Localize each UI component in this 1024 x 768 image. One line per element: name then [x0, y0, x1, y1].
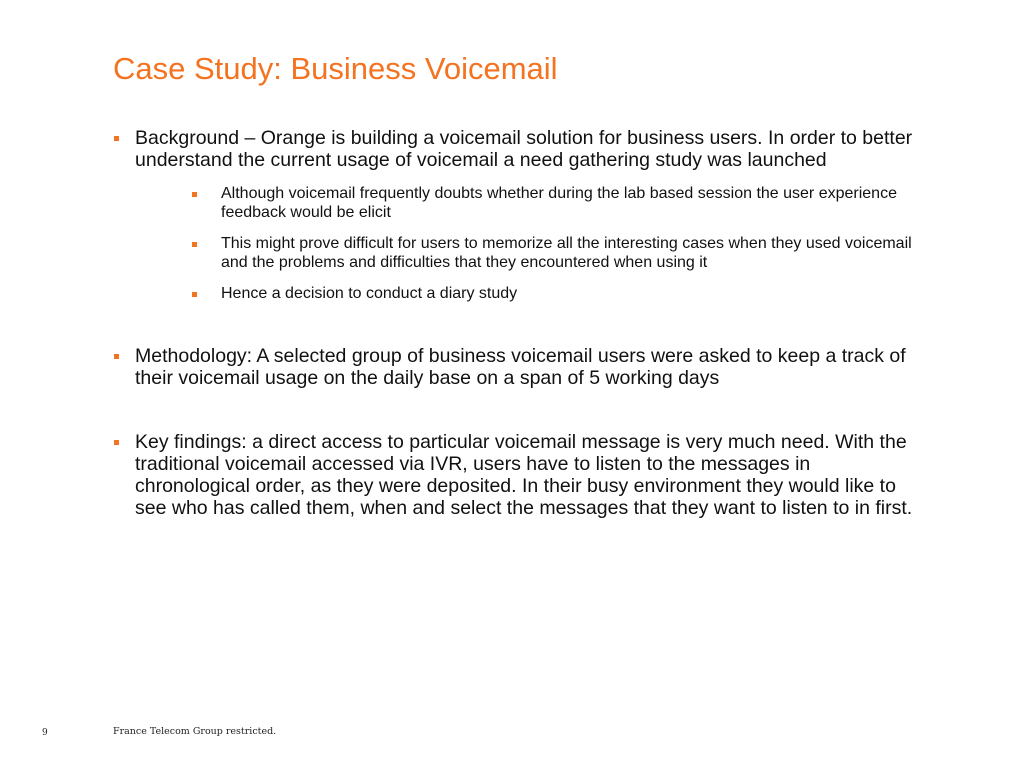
sub-bullet-list [135, 184, 913, 303]
bullet-text: Background – Orange is building a voicemail solution for business users. In order to better understand the current usage of voicemail a need gathering study was launched [135, 127, 913, 171]
sub-bullet [135, 284, 913, 303]
square-bullet-icon [192, 242, 197, 247]
bullet-list [113, 127, 913, 519]
square-bullet-icon [114, 354, 119, 359]
square-bullet-icon [192, 292, 197, 297]
sub-bullet [135, 234, 913, 272]
bullet-text: Key findings: a direct access to particular voicemail message is very much need. With the traditional voicemail accessed via IVR, users have to listen to the messages in chronological order, as they were deposited. In their busy environment they would like to see who has called them, when and select the messages that they want to listen to in first. [135, 431, 913, 519]
footer-text: France Telecom Group restricted. [113, 726, 277, 737]
square-bullet-icon [192, 192, 197, 197]
bullet-background [113, 127, 913, 303]
sub-bullet [135, 184, 913, 222]
bullet-text: Methodology: A selected group of business voicemail users were asked to keep a track of their voicemail usage on the daily base on a span of 5 working days [135, 345, 906, 389]
sub-bullet-text: This might prove difficult for users to memorize all the interesting cases when they used voicemail and the problems and difficulties that they encountered when using it [221, 235, 912, 271]
page-number: 9 [42, 728, 48, 738]
sub-bullet-text: Hence a decision to conduct a diary study [221, 285, 518, 302]
slide-content [113, 127, 913, 519]
sub-bullet-text: Although voicemail frequently doubts whether during the lab based session the user experience feedback would be elicit [221, 185, 897, 221]
bullet-key-findings [113, 431, 913, 519]
square-bullet-icon [114, 136, 119, 141]
bullet-methodology [113, 345, 913, 389]
slide-title: Case Study: Business Voicemail [113, 51, 558, 86]
square-bullet-icon [114, 440, 119, 445]
